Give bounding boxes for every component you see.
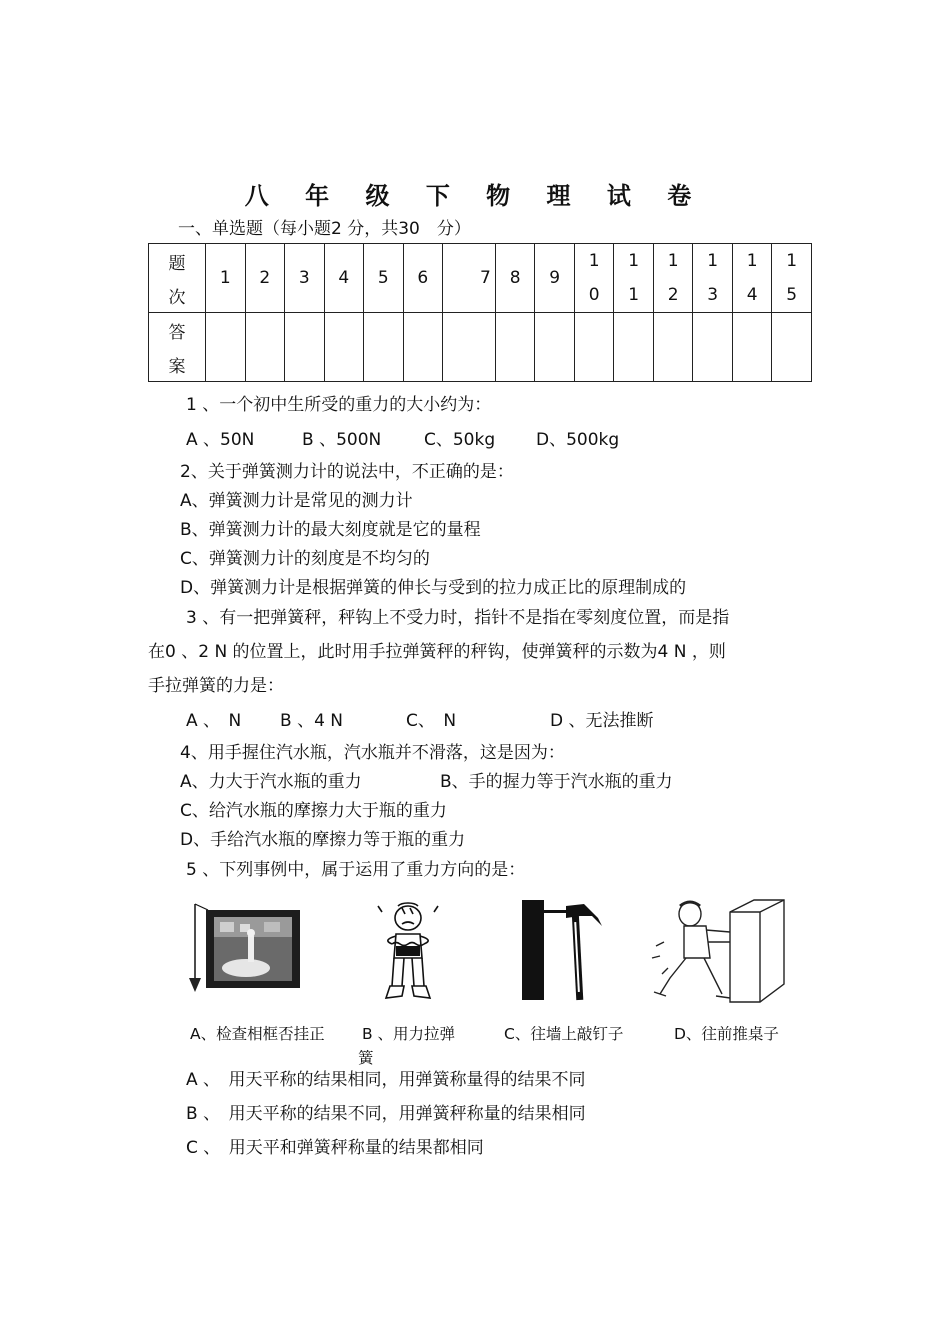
q6-option-c: C 、 用天平和弹簧秤称量的结果都相同 — [186, 1138, 484, 1158]
answer-cell[interactable] — [732, 313, 772, 382]
q5-caption-d: D、往前推桌子 — [674, 1025, 779, 1043]
exam-title: 八 年 级 下 物 理 试 卷 — [244, 182, 706, 210]
person-pushing-box-illustration — [650, 898, 786, 1006]
q3-line-2: 在0 、2 N 的位置上，此时用手拉弹簧秤的秤钩，使弹簧秤的示数为4 N ，则 — [148, 642, 726, 662]
q4-stem: 4、用手握住汽水瓶，汽水瓶并不滑落，这是因为： — [180, 743, 565, 763]
q1-option-c: C、50kg — [424, 430, 496, 450]
hammer-nail-wall-illustration — [518, 896, 610, 1002]
answer-cell[interactable] — [285, 313, 325, 382]
answer-cell[interactable] — [403, 313, 443, 382]
section-heading: 一、单选题（每小题2 分，共30 分） — [178, 219, 471, 239]
answer-cell[interactable] — [614, 313, 654, 382]
q1-option-b: B 、500N — [302, 430, 382, 450]
q2-stem: 2、关于弹簧测力计的说法中，不正确的是： — [180, 462, 514, 482]
answer-cell[interactable] — [653, 313, 693, 382]
q3-line-3: 手拉弹簧的力是： — [148, 676, 284, 696]
number-cell: 9 — [535, 244, 575, 313]
q3-line-1: 3 、有一把弹簧秤，秤钩上不受力时，指针不是指在零刻度位置，而是指 — [186, 608, 730, 628]
row-label-cell: 答 案 — [149, 313, 206, 382]
number-cell: 1 1 — [614, 244, 654, 313]
q5-caption-c: C、往墙上敲钉子 — [504, 1025, 624, 1043]
number-cell: 1 3 — [693, 244, 733, 313]
answer-cell[interactable] — [364, 313, 404, 382]
q1-stem: 1 、一个初中生所受的重力的大小约为： — [186, 395, 492, 415]
q4-option-a: A、力大于汽水瓶的重力 — [180, 772, 362, 792]
q3-option-d: D 、无法推断 — [550, 711, 654, 731]
q3-option-c: C、 N — [406, 711, 457, 731]
q3-option-b: B 、4 N — [280, 711, 344, 731]
answer-cell[interactable] — [206, 313, 246, 382]
number-cell: 1 — [206, 244, 246, 313]
answer-cell[interactable] — [535, 313, 575, 382]
q4-option-d: D、手给汽水瓶的摩擦力等于瓶的重力 — [180, 830, 466, 850]
number-cell: 3 — [285, 244, 325, 313]
number-cell: 1 2 — [653, 244, 693, 313]
q5-stem: 5 、下列事例中，属于运用了重力方向的是： — [186, 860, 526, 880]
answer-cell[interactable] — [574, 313, 614, 382]
answer-cell[interactable] — [245, 313, 285, 382]
number-cell: 1 0 — [574, 244, 614, 313]
number-cell: 5 — [364, 244, 404, 313]
answer-cell[interactable] — [693, 313, 733, 382]
spring-pulling-figure-illustration — [372, 900, 444, 1010]
q4-option-c: C、给汽水瓶的摩擦力大于瓶的重力 — [180, 801, 447, 821]
picture-frame-plumb-line-illustration — [186, 900, 304, 1000]
number-cell: 6 — [403, 244, 443, 313]
answer-cell[interactable] — [443, 313, 496, 382]
q6-option-a: A 、 用天平称的结果相同，用弹簧称量得的结果不同 — [186, 1070, 586, 1090]
q5-caption-b: B 、用力拉弹 — [362, 1025, 456, 1043]
number-cell: 1 5 — [772, 244, 812, 313]
row-label-cell: 题 次 — [149, 244, 206, 313]
number-cell: 8 — [495, 244, 535, 313]
answer-cell[interactable] — [324, 313, 364, 382]
number-cell: 1 4 — [732, 244, 772, 313]
q3-option-a: A 、 N — [186, 711, 242, 731]
q5-caption-a: A、检查相框否挂正 — [190, 1025, 325, 1043]
q4-option-b: B、手的握力等于汽水瓶的重力 — [440, 772, 673, 792]
number-cell: 7 — [443, 244, 496, 313]
question-number-row — [149, 244, 812, 313]
answer-cell[interactable] — [495, 313, 535, 382]
q5-caption-b-cont: 簧 — [358, 1049, 374, 1067]
answer-row — [149, 313, 812, 382]
number-cell: 4 — [324, 244, 364, 313]
q1-option-a: A 、50N — [186, 430, 255, 450]
number-cell: 2 — [245, 244, 285, 313]
answer-cell[interactable] — [772, 313, 812, 382]
q2-option-b: B、弹簧测力计的最大刻度就是它的量程 — [180, 520, 481, 540]
q2-option-c: C、弹簧测力计的刻度是不均匀的 — [180, 549, 430, 569]
answer-table — [148, 243, 812, 382]
q1-option-d: D、500kg — [536, 430, 620, 450]
q6-option-b: B 、 用天平称的结果不同，用弹簧秤称量的结果相同 — [186, 1104, 586, 1124]
q2-option-d: D、弹簧测力计是根据弹簧的伸长与受到的拉力成正比的原理制成的 — [180, 578, 687, 598]
q2-option-a: A、弹簧测力计是常见的测力计 — [180, 491, 413, 511]
